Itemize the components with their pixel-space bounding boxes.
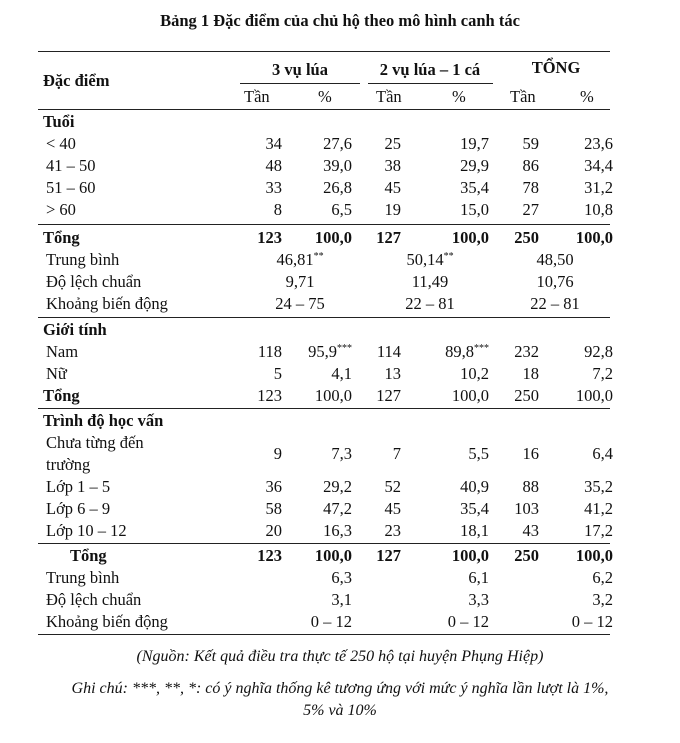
value-cell: 123	[257, 228, 282, 247]
value-cell: 5	[273, 364, 282, 383]
stat-sd-total: 3,2	[592, 590, 613, 609]
section-title-age: Tuổi	[43, 112, 75, 131]
value-cell: 45	[384, 178, 401, 197]
value-cell: 7	[392, 444, 401, 463]
stat-range-2vu: 0 – 12	[447, 612, 489, 631]
value-cell: 7,2	[592, 364, 613, 383]
value-cell: 39,0	[323, 156, 352, 175]
row-label: Chưa từng đến	[46, 433, 144, 452]
stat-mean-total: 6,2	[592, 568, 613, 587]
value-cell: 100,0	[451, 386, 489, 405]
stat-sd-2vu: 11,49	[411, 272, 449, 291]
value-cell: 34	[265, 134, 282, 153]
value-cell: 100,0	[575, 386, 613, 405]
stat-mean-3vu: 6,3	[331, 568, 352, 587]
stat-sd-3vu: 9,71	[285, 272, 315, 291]
value-cell: 103	[514, 499, 539, 518]
row-label: 41 – 50	[46, 156, 96, 175]
footnote-line-2: 5% và 10%	[303, 702, 377, 719]
value-cell: 118	[257, 342, 282, 361]
value-cell: 18,1	[460, 521, 489, 540]
value-cell: 26,8	[323, 178, 352, 197]
value-cell: 25	[384, 134, 401, 153]
value-cell: 38	[384, 156, 401, 175]
table-title: Bảng 1 Đặc điểm của chủ hộ theo mô hình canh tác	[160, 11, 520, 30]
total-label: Tổng	[43, 386, 80, 405]
value-cell: 127	[376, 386, 401, 405]
value-cell: 52	[384, 477, 401, 496]
group-rule-3vu	[240, 83, 360, 84]
stat-label-mean: Trung bình	[46, 568, 120, 587]
stat-range-3vu: 24 – 75	[275, 294, 325, 313]
value-cell: 89,8***	[445, 342, 489, 361]
value-cell: 114	[376, 342, 401, 361]
value-cell: 13	[384, 364, 401, 383]
group-rule-2vu	[368, 83, 493, 84]
header-group-3vu: 3 vụ lúa	[272, 60, 328, 79]
row-label: 51 – 60	[46, 178, 96, 197]
value-cell: 43	[522, 521, 539, 540]
value-cell: 36	[265, 477, 282, 496]
value-cell: 10,2	[460, 364, 489, 383]
value-cell: 127	[376, 546, 401, 565]
value-cell: 100,0	[575, 228, 613, 247]
row-label: Lớp 1 – 5	[46, 477, 111, 496]
value-cell: 19	[384, 200, 401, 219]
stat-mean-total: 48,50	[536, 250, 574, 269]
total-label: Tổng	[70, 546, 107, 565]
value-cell: 16,3	[323, 521, 352, 540]
row-label: > 60	[46, 200, 76, 219]
value-cell: 15,0	[460, 200, 489, 219]
value-cell: 250	[514, 386, 539, 405]
total-label: Tổng	[43, 228, 80, 247]
value-cell: 29,2	[323, 477, 352, 496]
value-cell: 78	[522, 178, 539, 197]
row-label-cont: trường	[46, 455, 91, 474]
header-feature: Đặc điểm	[43, 71, 110, 90]
value-cell: 29,9	[460, 156, 489, 175]
stat-range-total: 0 – 12	[571, 612, 613, 631]
value-cell: 31,2	[584, 178, 613, 197]
stat-range-3vu: 0 – 12	[310, 612, 352, 631]
value-cell: 35,2	[584, 477, 613, 496]
stat-sd-2vu: 3,3	[468, 590, 489, 609]
value-cell: 100,0	[451, 546, 489, 565]
bottom-rule	[38, 634, 610, 635]
value-cell: 92,8	[584, 342, 613, 361]
stat-mean-3vu: 46,81**	[276, 250, 324, 269]
education-total-rule	[38, 543, 610, 544]
value-cell: 17,2	[584, 521, 613, 540]
value-cell: 232	[514, 342, 539, 361]
value-cell: 48	[265, 156, 282, 175]
value-cell: 5,5	[468, 444, 489, 463]
stat-sd-total: 10,76	[536, 272, 574, 291]
stat-label-sd: Độ lệch chuẩn	[46, 272, 142, 291]
value-cell: 10,8	[584, 200, 613, 219]
stat-label-mean: Trung bình	[46, 250, 120, 269]
value-cell: 19,7	[460, 134, 489, 153]
row-label: < 40	[46, 134, 76, 153]
value-cell: 18	[522, 364, 539, 383]
sub-pct-3: %	[580, 87, 594, 106]
stat-mean-2vu: 50,14**	[406, 250, 454, 269]
stat-label-range: Khoảng biến động	[46, 612, 168, 631]
value-cell: 23	[384, 521, 401, 540]
section-title-gender: Giới tính	[43, 320, 107, 339]
source-note: (Nguồn: Kết quả điều tra thực tế 250 hộ tại huyện Phụng Hiệp)	[136, 648, 544, 665]
value-cell: 95,9***	[308, 342, 352, 361]
row-label: Lớp 6 – 9	[46, 499, 111, 518]
sub-freq-1: Tần	[244, 87, 270, 106]
row-label: Nam	[46, 342, 79, 361]
value-cell: 100,0	[314, 386, 352, 405]
value-cell: 250	[514, 228, 539, 247]
stat-range-2vu: 22 – 81	[405, 294, 455, 313]
value-cell: 35,4	[460, 178, 489, 197]
value-cell: 127	[376, 228, 401, 247]
row-label: Nữ	[46, 364, 67, 383]
value-cell: 100,0	[314, 228, 352, 247]
stat-mean-2vu: 6,1	[468, 568, 489, 587]
value-cell: 8	[273, 200, 282, 219]
header-group-2vu: 2 vụ lúa – 1 cá	[379, 60, 481, 79]
value-cell: 34,4	[584, 156, 613, 175]
value-cell: 123	[257, 386, 282, 405]
value-cell: 23,6	[584, 134, 613, 153]
value-cell: 47,2	[323, 499, 352, 518]
value-cell: 16	[522, 444, 539, 463]
sub-freq-3: Tần	[510, 87, 536, 106]
value-cell: 250	[514, 546, 539, 565]
value-cell: 27,6	[323, 134, 352, 153]
value-cell: 33	[265, 178, 282, 197]
value-cell: 35,4	[460, 499, 489, 518]
section-title-education: Trình độ học vấn	[43, 411, 164, 430]
sub-pct-2: %	[452, 87, 466, 106]
value-cell: 20	[265, 521, 282, 540]
value-cell: 88	[522, 477, 539, 496]
value-cell: 100,0	[575, 546, 613, 565]
stat-label-range: Khoảng biến động	[46, 294, 168, 313]
value-cell: 100,0	[314, 546, 352, 565]
value-cell: 45	[384, 499, 401, 518]
stat-label-sd: Độ lệch chuẩn	[46, 590, 142, 609]
row-label: Lớp 10 – 12	[46, 521, 127, 540]
value-cell: 41,2	[584, 499, 613, 518]
sub-pct-1: %	[318, 87, 332, 106]
section-rule-gender	[38, 317, 610, 318]
value-cell: 100,0	[451, 228, 489, 247]
value-cell: 4,1	[331, 364, 352, 383]
value-cell: 86	[522, 156, 539, 175]
value-cell: 27	[522, 200, 539, 219]
value-cell: 123	[257, 546, 282, 565]
stat-range-total: 22 – 81	[530, 294, 580, 313]
value-cell: 58	[265, 499, 282, 518]
sub-freq-2: Tần	[376, 87, 402, 106]
footnote-line-1: Ghi chú: ***, **, *: có ý nghĩa thống kê tương ứng với mức ý nghĩa lần lượt là 1%,	[71, 680, 609, 697]
stat-sd-3vu: 3,1	[331, 590, 352, 609]
value-cell: 6,5	[331, 200, 352, 219]
top-rule	[38, 51, 610, 52]
header-bottom-rule	[38, 109, 610, 110]
value-cell: 59	[522, 134, 539, 153]
value-cell: 7,3	[331, 444, 352, 463]
section-rule-education	[38, 408, 610, 409]
value-cell: 6,4	[592, 444, 613, 463]
header-group-total: TỔNG	[531, 58, 581, 77]
value-cell: 40,9	[460, 477, 489, 496]
value-cell: 9	[273, 444, 282, 463]
age-total-rule	[38, 224, 610, 225]
